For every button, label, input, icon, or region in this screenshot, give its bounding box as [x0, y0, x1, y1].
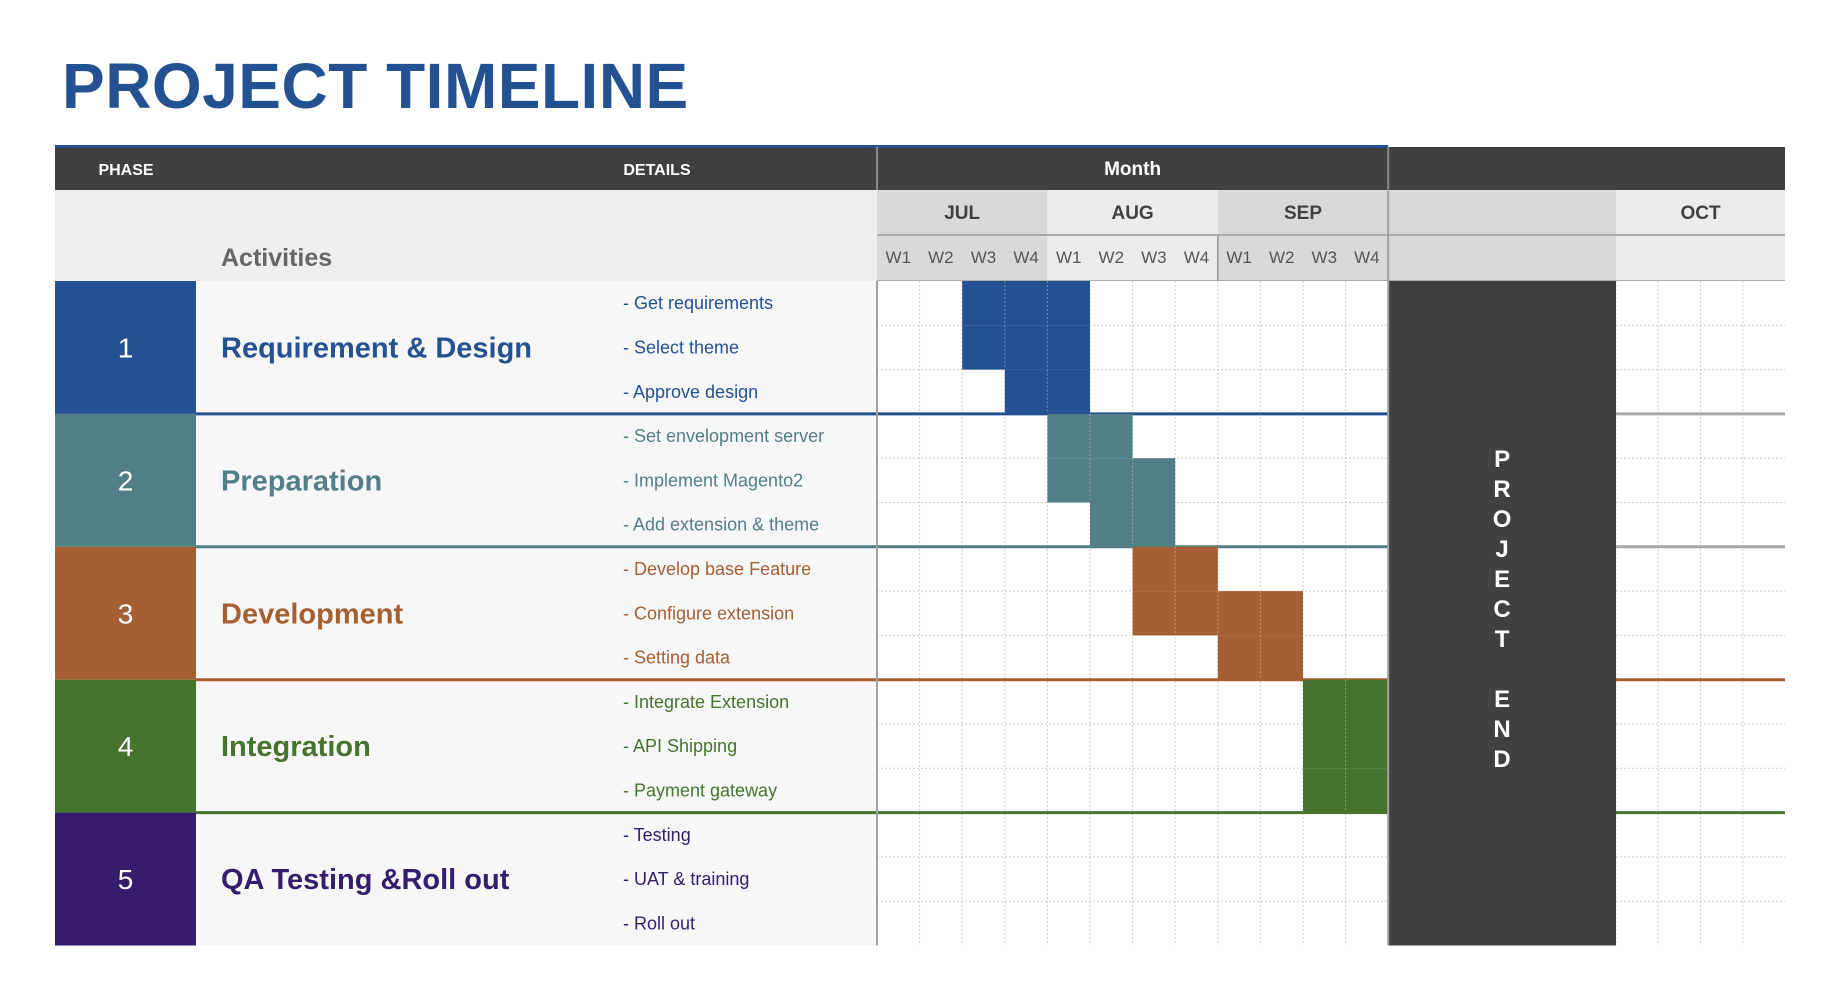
activities-header-bg: [55, 190, 877, 281]
header-band: [55, 147, 1785, 190]
task-label: - Select theme: [623, 337, 740, 358]
task-label: - Roll out: [623, 913, 696, 934]
week-label: W3: [970, 248, 997, 267]
task-label: - Configure extension: [623, 603, 795, 624]
month-header: Month: [1104, 159, 1162, 180]
activities-header: Activities: [221, 244, 333, 272]
task-label: - API Shipping: [623, 736, 738, 757]
week-label: W1: [1055, 248, 1082, 267]
task-label: - UAT & training: [623, 869, 750, 890]
task-bar: [1047, 458, 1175, 502]
task-label: - Payment gateway: [623, 780, 778, 801]
task-label: - Testing: [623, 824, 691, 845]
phase-name: Integration: [221, 731, 371, 764]
week-label: W1: [885, 248, 912, 267]
task-label: - Approve design: [623, 381, 759, 402]
week-label: W3: [1141, 248, 1167, 267]
week-label: W4: [1354, 248, 1380, 267]
week-label: W3: [1311, 248, 1338, 267]
page-title: PROJECT TIMELINE: [62, 50, 689, 122]
phase-header: PHASE: [98, 162, 154, 179]
phase-name: QA Testing &Roll out: [221, 864, 510, 897]
week-label: W4: [1183, 248, 1210, 267]
task-bar: [962, 325, 1090, 369]
details-header: DETAILS: [623, 162, 691, 179]
phase-name: Requirement & Design: [221, 332, 532, 365]
project-end-label: P R O J E C T E N D: [1492, 446, 1512, 773]
month-label: SEP: [1283, 203, 1323, 224]
phase-name: Development: [221, 598, 404, 631]
month-label-oct: OCT: [1680, 203, 1721, 224]
task-label: - Set envelopment server: [623, 426, 825, 447]
week-label: W2: [928, 248, 954, 267]
week-label: W4: [1013, 248, 1039, 267]
week-label: W2: [1268, 248, 1295, 267]
task-label: - Develop base Feature: [623, 558, 812, 579]
task-bar: [962, 281, 1090, 325]
phase-number: 3: [117, 598, 134, 630]
task-label: - Add extension & theme: [623, 514, 820, 535]
task-label: - Setting data: [623, 647, 731, 668]
header-accent-line: [55, 145, 1388, 148]
month-label: JUL: [944, 203, 981, 224]
phase-number: 5: [117, 864, 134, 896]
month-label: AUG: [1111, 203, 1154, 224]
phase-number: 2: [117, 465, 134, 497]
task-label: - Integrate Extension: [623, 691, 790, 712]
oct-week-bg: [1616, 235, 1785, 281]
task-label: - Implement Magento2: [623, 470, 804, 491]
week-label: W1: [1226, 248, 1252, 267]
week-label: W2: [1098, 248, 1125, 267]
phase-number: 1: [117, 332, 134, 364]
phase-number: 4: [117, 731, 134, 763]
task-label: - Get requirements: [623, 293, 774, 314]
phase-name: Preparation: [221, 465, 383, 498]
